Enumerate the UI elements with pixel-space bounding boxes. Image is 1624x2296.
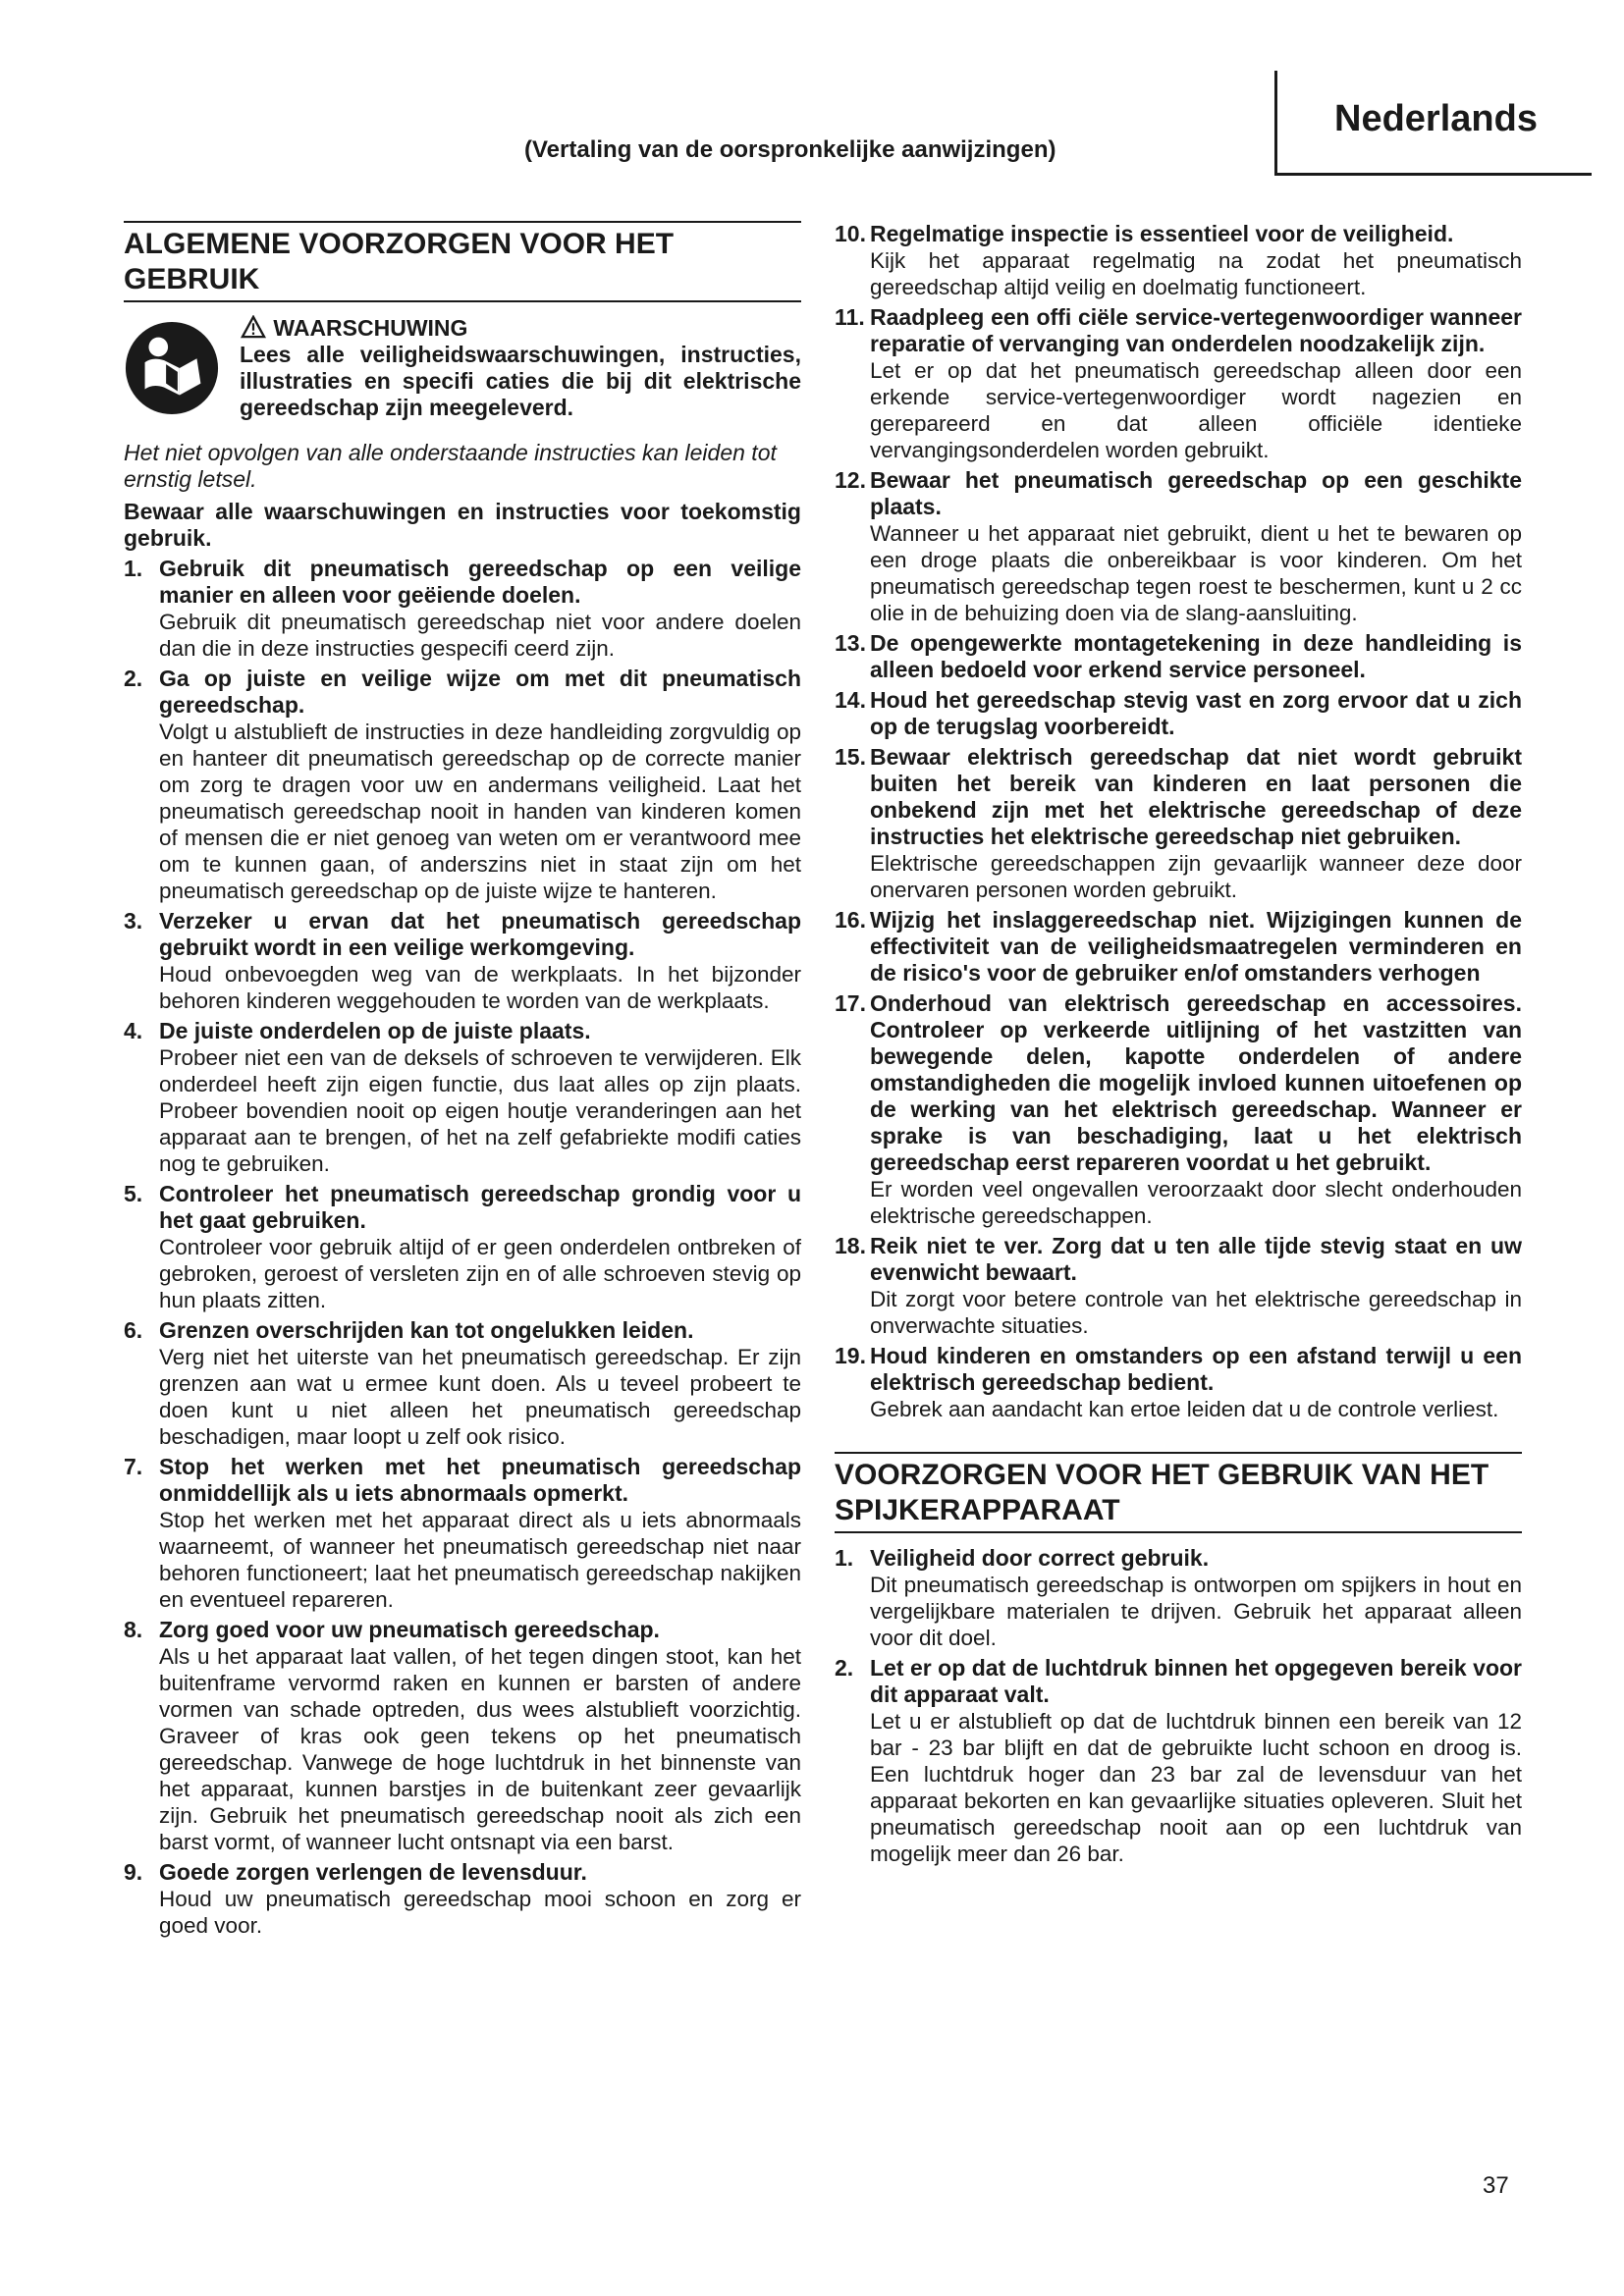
item-body: Gebrek aan aandacht kan ertoe leiden dat u de controle verliest. — [870, 1397, 1499, 1421]
item-title — [124, 1454, 801, 1507]
item-title-text: Controleer het pneumatisch gereedschap grondig voor u het gaat gebruiken. — [159, 1181, 801, 1233]
item-number: 3. — [124, 908, 143, 934]
translation-subtitle: (Vertaling van de oorspronkelijke aanwijzingen) — [524, 136, 1056, 163]
item-title-text: Bewaar elektrisch gereedschap dat niet wordt gebruikt buiten het bereik van kinderen en laat personen die onbekend zijn met het elektrische gereedschap of deze instructies het elektrische gereedschap niet gebruiken. — [870, 744, 1522, 849]
item-title — [835, 1343, 1522, 1396]
item-number: 10. — [835, 221, 866, 246]
item-title — [835, 744, 1522, 850]
list-item — [124, 666, 801, 904]
item-number: 8. — [124, 1617, 143, 1642]
read-manual-icon — [124, 320, 220, 416]
item-body: Verg niet het uiterste van het pneumatisch gereedschap. Er zijn grenzen aan wat u ermee kunt doen. Als u teveel probeert te doen kunt u niet alleen het pneumatisch gereedschap beschadigen, maar loopt u zelf ook risico. — [159, 1345, 801, 1449]
item-title — [835, 1655, 1522, 1708]
item-title — [835, 467, 1522, 520]
list-item — [124, 1181, 801, 1313]
item-body: Let er op dat het pneumatisch gereedschap alleen door een erkende service-vertegenwoordiger wordt nagezien en gerepareerd en dat alleen officiële identieke vervangingsonderdelen worden gebruikt. — [870, 358, 1522, 462]
warning-label: WAARSCHUWING — [273, 315, 468, 341]
item-number: 9. — [124, 1859, 143, 1885]
item-body: Probeer niet een van de deksels of schroeven te verwijderen. Elk onderdeel heeft zijn eigen functie, dus laat alles op zijn plaats. Probeer bovendien nooit op eigen houtje veranderingen aan het apparaat aan te brengen, of het na zelf gefabriekte modifi caties nog te gebruiken. — [159, 1045, 801, 1176]
item-body: Volgt u alstublieft de instructies in deze handleiding zorgvuldig op en hanteer dit pneumatisch gereedschap op de correcte manier om zorg te dragen voor uw en andermans veiligheid. Laat het pneumatisch gereedschap nooit in handen van kinderen komen of mensen die er niet genoeg van weten om er verantwoord mee om te kunnen gaan, of anderszins niet in staat zijn om het pneumatisch gereedschap op de juiste wijze te hanteren. — [159, 720, 801, 903]
item-number: 1. — [124, 556, 143, 581]
item-title — [124, 1018, 801, 1044]
item-title — [835, 304, 1522, 357]
item-title — [124, 1181, 801, 1234]
nailer-item-list — [835, 1545, 1522, 1867]
item-title — [835, 990, 1522, 1176]
item-title-text: Reik niet te ver. Zorg dat u ten alle tijde stevig staat en uw evenwicht bewaart. — [870, 1233, 1522, 1285]
section-title-nailer: VOORZORGEN VOOR HET GEBRUIK VAN HET SPIJKERAPPARAAT — [835, 1452, 1522, 1533]
item-number: 15. — [835, 744, 866, 770]
left-item-list — [124, 556, 801, 1939]
list-item — [835, 1233, 1522, 1339]
item-title-text: Verzeker u ervan dat het pneumatisch gereedschap gebruikt wordt in een veilige werkomgeving. — [159, 908, 801, 960]
item-body: Gebruik dit pneumatisch gereedschap niet voor andere doelen dan die in deze instructies gespecifi ceerd zijn. — [159, 610, 801, 661]
list-item — [835, 1655, 1522, 1867]
item-number: 2. — [124, 666, 143, 691]
item-title-text: Onderhoud van elektrisch gereedschap en accessoires. Controleer op verkeerde uitlijning of het vastzitten van bewegende delen, kapotte onderdelen of andere omstandigheden die mogelijk invloed kunnen uitoefenen op de werking van het elektrisch gereedschap. Wanneer er sprake is van beschadiging, laat u het elektrisch gereedschap eerst repareren voordat u het gebruikt. — [870, 990, 1522, 1175]
nailer-section — [835, 1452, 1522, 1867]
item-title-text: Wijzig het inslaggereedschap niet. Wijzigingen kunnen de effectiviteit van de veiligheidsmaatregelen verminderen en de risico's voor de gebruiker en/of omstanders verhogen — [870, 907, 1522, 986]
item-body: Er worden veel ongevallen veroorzaakt door slecht onderhouden elektrische gereedschappen. — [870, 1177, 1522, 1228]
item-title-text: Grenzen overschrijden kan tot ongelukken leiden. — [159, 1317, 694, 1343]
item-body: Houd uw pneumatisch gereedschap mooi schoon en zorg er goed voor. — [159, 1887, 801, 1938]
list-item — [124, 908, 801, 1014]
item-title-text: Bewaar het pneumatisch gereedschap op een geschikte plaats. — [870, 467, 1522, 519]
item-number: 2. — [835, 1655, 854, 1681]
item-title-text: Houd het gereedschap stevig vast en zorg ervoor dat u zich op de terugslag voorbereidt. — [870, 687, 1522, 739]
warning-block — [124, 314, 801, 432]
list-item — [124, 1617, 801, 1855]
list-item — [835, 990, 1522, 1229]
item-title-text: Regelmatige inspectie is essentieel voor de veiligheid. — [870, 221, 1454, 246]
item-title — [835, 1233, 1522, 1286]
item-number: 14. — [835, 687, 866, 713]
item-number: 11. — [835, 304, 865, 330]
section-title-general: ALGEMENE VOORZORGEN VOOR HET GEBRUIK — [124, 221, 801, 302]
list-item — [124, 1317, 801, 1450]
warning-heading — [240, 314, 801, 342]
item-number: 17. — [835, 990, 866, 1016]
item-number: 18. — [835, 1233, 866, 1258]
item-title-text: Zorg goed voor uw pneumatisch gereedschap. — [159, 1617, 660, 1642]
list-item — [835, 1545, 1522, 1651]
item-title — [835, 1545, 1522, 1572]
item-body: Als u het apparaat laat vallen, of het tegen dingen stoot, kan het buitenframe vervormd raken en kunnen er barsten of andere vormen van schade optreden, dus wees alstublieft voorzichtig. Graveer of kras ook geen tekens op het pneumatisch gereedschap. Vanwege de hoge luchtdruk in het binnenste van het apparaat, kunnen barstjes in de buitenkant zeer gevaarlijk zijn. Gebruik het pneumatisch gereedschap nooit als zich een barst vormt, of wanneer lucht ontsnapt via een barst. — [159, 1644, 801, 1854]
item-body: Houd onbevoegden weg van de werkplaats. In het bijzonder behoren kinderen weggehouden te worden van de werkplaats. — [159, 962, 801, 1013]
keep-instructions-note: Bewaar alle waarschuwingen en instructies voor toekomstig gebruik. — [124, 499, 801, 551]
item-title-text: De opengewerkte montagetekening in deze handleiding is alleen bedoeld voor erkend service personeel. — [870, 630, 1522, 682]
list-item — [124, 1454, 801, 1613]
item-title-text: Let er op dat de luchtdruk binnen het opgegeven bereik voor dit apparaat valt. — [870, 1655, 1522, 1707]
italic-note: Het niet opvolgen van alle onderstaande instructies kan leiden tot ernstig letsel. — [124, 440, 777, 492]
list-item — [835, 304, 1522, 463]
list-item — [124, 1859, 801, 1939]
item-body: Kijk het apparaat regelmatig na zodat het pneumatisch gereedschap altijd veilig en doelmatig functioneert. — [870, 248, 1522, 299]
item-title — [124, 908, 801, 961]
list-item — [835, 907, 1522, 987]
item-title-text: Gebruik dit pneumatisch gereedschap op een veilige manier en alleen voor geëiende doelen. — [159, 556, 801, 608]
item-title — [835, 907, 1522, 987]
item-body: Elektrische gereedschappen zijn gevaarlijk wanneer deze door onervaren personen worden gebruikt. — [870, 851, 1522, 902]
item-number: 1. — [835, 1545, 854, 1571]
language-label: Nederlands — [1334, 98, 1538, 139]
list-item — [124, 1018, 801, 1177]
item-number: 12. — [835, 467, 866, 493]
item-title-text: Ga op juiste en veilige wijze om met dit pneumatisch gereedschap. — [159, 666, 801, 718]
item-number: 4. — [124, 1018, 143, 1043]
item-number: 13. — [835, 630, 866, 656]
list-item — [835, 687, 1522, 740]
item-body: Wanneer u het apparaat niet gebruikt, dient u het te bewaren op een droge plaats die onbereikbaar is voor kinderen. Om het pneumatisch gereedschap tegen roest te beschermen, kunt u 2 cc olie in de behuizing doen via de slang-aansluiting. — [870, 521, 1522, 625]
item-body: Dit pneumatisch gereedschap is ontworpen om spijkers in hout en vergelijkbare materialen te drijven. Gebruik het apparaat alleen voor dit doel. — [870, 1573, 1522, 1650]
list-item — [124, 556, 801, 662]
item-number: 16. — [835, 907, 866, 933]
item-body: Stop het werken met het apparaat direct als u iets abnormaals waarneemt, of wanneer het pneumatisch gereedschap niet naar behoren functioneert; laat het pneumatisch gereedschap nakijken en eventueel repareren. — [159, 1508, 801, 1612]
item-title-text: Stop het werken met het pneumatisch gereedschap onmiddellijk als u iets abnormaals opmerkt. — [159, 1454, 801, 1506]
item-number: 5. — [124, 1181, 143, 1206]
list-item — [835, 1343, 1522, 1422]
warning-text: Lees alle veiligheidswaarschuwingen, instructies, illustraties en specifi caties die bij dit elektrische gereedschap zijn meegeleverd. — [240, 342, 801, 420]
item-number: 7. — [124, 1454, 143, 1479]
warning-triangle-icon — [240, 315, 267, 339]
list-item — [835, 467, 1522, 626]
item-title — [835, 687, 1522, 740]
page-number: 37 — [1483, 2172, 1509, 2199]
item-title-text: De juiste onderdelen op de juiste plaats. — [159, 1018, 591, 1043]
item-title-text: Raadpleeg een offi ciële service-vertegenwoordiger wanneer reparatie of vervanging van onderdelen noodzakelijk zijn. — [870, 304, 1522, 356]
item-body: Dit zorgt voor betere controle van het elektrische gereedschap in onverwachte situaties. — [870, 1287, 1522, 1338]
list-item — [835, 221, 1522, 300]
item-title — [835, 221, 1522, 247]
item-title — [124, 1617, 801, 1643]
item-title — [124, 556, 801, 609]
item-number: 19. — [835, 1343, 866, 1368]
item-title — [124, 1317, 801, 1344]
language-tab — [1274, 71, 1592, 176]
right-item-list — [835, 221, 1522, 1422]
right-column — [835, 221, 1522, 1871]
item-body: Controleer voor gebruik altijd of er geen onderdelen ontbreken of gebroken, geroest of versleten zijn en of alle schroeven stevig op hun plaats zitten. — [159, 1235, 801, 1312]
item-title — [124, 666, 801, 719]
item-number: 6. — [124, 1317, 143, 1343]
item-title — [124, 1859, 801, 1886]
item-title — [835, 630, 1522, 683]
item-title-text: Veiligheid door correct gebruik. — [870, 1545, 1210, 1571]
list-item — [835, 744, 1522, 903]
left-column — [124, 221, 801, 1943]
item-title-text: Goede zorgen verlengen de levensduur. — [159, 1859, 587, 1885]
list-item — [835, 630, 1522, 683]
item-title-text: Houd kinderen en omstanders op een afstand terwijl u een elektrisch gereedschap bedient. — [870, 1343, 1522, 1395]
item-body: Let u er alstublieft op dat de luchtdruk binnen een bereik van 12 bar - 23 bar blijft en dat de gebruikte lucht schoon en droog is. Een luchtdruk hoger dan 23 bar zal de levensduur van het apparaat bekorten en kan gevaarlijke situaties opleveren. Sluit het pneumatisch gereedschap nooit aan op een luchtdruk van mogelijk meer dan 26 bar. — [870, 1709, 1522, 1866]
